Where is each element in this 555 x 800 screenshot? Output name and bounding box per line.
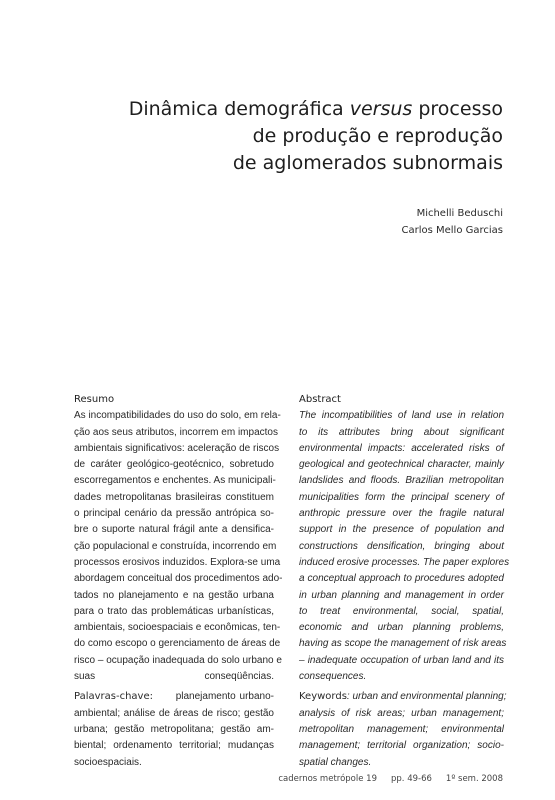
keywords-text: : urban and environmental planning; xyxy=(346,691,507,703)
abstract-section xyxy=(299,392,510,771)
text-line: support in the presence of population and xyxy=(299,524,504,536)
semester: 1º sem. 2008 xyxy=(445,774,503,784)
text-line: tados no planejamento e na gestão urbana xyxy=(74,589,274,601)
text-line: ção populacional e construída, incorrendo em xyxy=(74,540,277,552)
text-line: anthropic pressure over the fragile natural xyxy=(299,508,504,520)
text-line: o principal cenário da pressão antrópica so- xyxy=(74,508,274,520)
keywords-label: Keywords xyxy=(299,691,347,703)
text-line: analysis of risk areas; urban management; xyxy=(299,707,504,719)
resumo-body xyxy=(74,408,283,685)
text-line: municipalities form the principal scenery of xyxy=(299,491,504,503)
text-line: ção aos seus atributos, incorrem em impactos xyxy=(74,426,278,438)
text-line: ambiental; análise de áreas de risco; gestão xyxy=(74,707,274,719)
text-line: para o trato das problemáticas urbanísticas, xyxy=(74,605,274,617)
text-line: do como escopo o gerenciamento de áreas de xyxy=(74,638,281,650)
page-range: pp. 49-66 xyxy=(391,774,432,784)
text-line: de caráter geológico-geotécnico, sobretudo xyxy=(74,459,274,471)
title-line-2: de produção e reprodução xyxy=(252,125,503,147)
author-name: Michelli Beduschi xyxy=(416,208,503,219)
text-line: urbana; gestão metropolitana; gestão am- xyxy=(74,723,274,735)
keywords-first-line xyxy=(299,689,507,705)
title-line-1 xyxy=(63,96,503,123)
text-line: – inadequate occupation of urban land and its xyxy=(299,654,504,666)
text-line: to its attributes bring about significant xyxy=(299,426,504,438)
abstract-body xyxy=(299,408,510,685)
text-line: landslides and floods. Brazilian metropolitan xyxy=(299,475,504,487)
title-text: Dinâmica demográfica xyxy=(128,98,350,120)
text-line: induced erosive processes. The paper explores xyxy=(299,556,510,568)
text-line: metropolitan management; environmental xyxy=(299,723,504,735)
keywords-text: planejamento urbano- xyxy=(175,691,274,703)
text-line: economic and urban planning problems, xyxy=(299,622,504,634)
author-name: Carlos Mello Garcias xyxy=(401,225,503,236)
text-line: processos erosivos induzidos. Explora-se uma xyxy=(74,556,281,568)
text-line: The incompatibilities of land use in relation xyxy=(299,410,504,422)
text-line: ambientais, socioespaciais e econômicas, ten- xyxy=(74,622,281,634)
text-line: constructions densification, bringing about xyxy=(299,540,504,552)
text-line: As incompatibilidades do uso do solo, em rela- xyxy=(74,410,281,422)
page-footer xyxy=(278,774,503,784)
authors xyxy=(401,205,503,239)
text-line: a conceptual approach to procedures adopted xyxy=(299,573,504,585)
text-line: biental; ordenamento territorial; mudanças xyxy=(74,740,274,752)
abstract-heading: Abstract xyxy=(299,394,341,405)
text-line: socioespaciais. xyxy=(74,756,142,768)
text-line: dades metropolitanas brasileiras constituem xyxy=(74,491,274,503)
text-line: environmental impacts: accelerated risks of xyxy=(299,442,504,454)
title-line-3: de aglomerados subnormais xyxy=(232,152,503,174)
text-line: ambientais significativos: aceleração de riscos xyxy=(74,442,280,454)
text-line: consequences. xyxy=(299,671,367,683)
text-line: spatial changes. xyxy=(299,756,372,768)
keywords-label: Palavras-chave: xyxy=(74,691,153,703)
keywords xyxy=(299,689,507,770)
text-line: suas conseqüências. xyxy=(74,671,274,683)
text-line: escorregamentos e enchentes. As municipali- xyxy=(74,475,276,487)
resumo-section xyxy=(74,392,283,771)
text-line: abordagem conceitual dos procedimentos ado- xyxy=(74,573,283,585)
text-line: having as scope the management of risk areas xyxy=(299,638,507,650)
title-text: processo xyxy=(412,98,503,120)
journal-name: cadernos metrópole 19 xyxy=(278,774,377,784)
resumo-heading: Resumo xyxy=(74,394,115,405)
text-line: in urban planning and management in order xyxy=(299,589,504,601)
text-line: bre o suporte natural frágil ante a densifica- xyxy=(74,524,274,536)
keywords-first-line xyxy=(74,689,274,705)
palavras-chave xyxy=(74,689,274,770)
text-line: geological and geotechnical character, mainly xyxy=(299,459,504,471)
text-line: management; territorial organization; socio- xyxy=(299,740,504,752)
article-title xyxy=(63,96,503,177)
text-line: to treat environmental, social, spatial, xyxy=(299,605,504,617)
title-italic-word: versus xyxy=(349,98,413,120)
text-line: risco – ocupação inadequada do solo urbano e xyxy=(74,654,282,666)
